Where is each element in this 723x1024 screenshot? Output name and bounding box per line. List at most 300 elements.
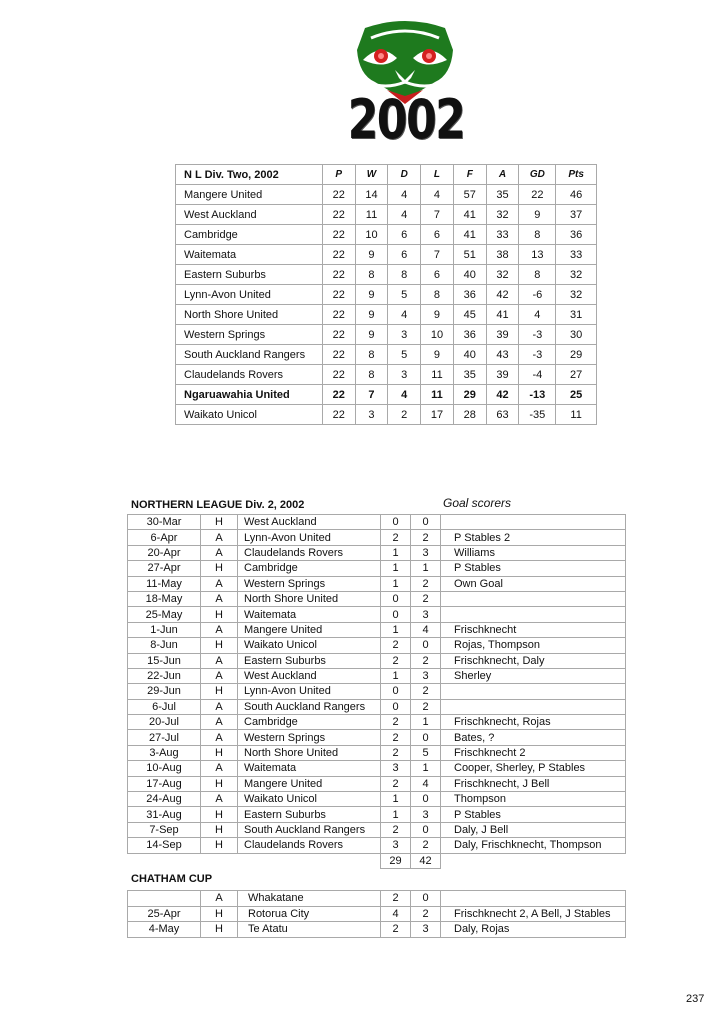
stat-cell: 22 — [322, 345, 355, 365]
stat-cell: 35 — [453, 365, 486, 385]
goals-against: 0 — [411, 515, 441, 530]
match-row — [128, 638, 626, 653]
spacer — [441, 853, 626, 868]
stat-cell: 33 — [556, 245, 597, 265]
opponent: Eastern Suburbs — [238, 807, 381, 822]
opponent: Mangere United — [238, 776, 381, 791]
opponent: Waitemata — [238, 607, 381, 622]
goals-for: 0 — [381, 607, 411, 622]
stat-cell: 36 — [453, 325, 486, 345]
opponent: West Auckland — [238, 668, 381, 683]
stat-cell: 22 — [322, 185, 355, 205]
goal-scorers: Cooper, Sherley, P Stables — [441, 761, 626, 776]
team-name: Lynn-Avon United — [176, 285, 323, 305]
stat-cell: 6 — [421, 225, 454, 245]
stat-cell: 3 — [355, 405, 388, 425]
goals-for: 1 — [381, 807, 411, 822]
goal-scorers: Bates, ? — [441, 730, 626, 745]
goal-scorers: Frischknecht — [441, 622, 626, 637]
home-away: H — [201, 807, 238, 822]
goals-against: 0 — [411, 730, 441, 745]
team-name: West Auckland — [176, 205, 323, 225]
goals-for: 0 — [381, 699, 411, 714]
column-header: W — [355, 165, 388, 185]
opponent: South Auckland Rangers — [238, 699, 381, 714]
standings-row — [176, 285, 597, 305]
stat-cell: 37 — [556, 205, 597, 225]
goals-for: 2 — [381, 715, 411, 730]
cup-results-table — [127, 890, 626, 938]
stat-cell: 4 — [388, 205, 421, 225]
goal-scorers — [441, 591, 626, 606]
match-date: 27-Apr — [128, 561, 201, 576]
goals-against: 2 — [411, 576, 441, 591]
stat-cell: 4 — [388, 385, 421, 405]
page-number: 237 — [686, 993, 705, 1005]
opponent: South Auckland Rangers — [238, 822, 381, 837]
column-header: D — [388, 165, 421, 185]
stat-cell: 22 — [322, 325, 355, 345]
home-away: H — [201, 684, 238, 699]
match-row — [128, 576, 626, 591]
column-header: L — [421, 165, 454, 185]
season-logo — [335, 20, 475, 150]
match-date: 11-May — [128, 576, 201, 591]
standings-row — [176, 225, 597, 245]
home-away: A — [201, 668, 238, 683]
opponent: Rotorua City — [238, 906, 381, 922]
stat-cell: 32 — [486, 205, 519, 225]
standings-row — [176, 325, 597, 345]
total-goals-for: 29 — [381, 853, 411, 868]
goals-against: 3 — [411, 807, 441, 822]
totals-row — [128, 853, 626, 868]
goals-for: 0 — [381, 515, 411, 530]
stat-cell: 30 — [556, 325, 597, 345]
goals-for: 2 — [381, 653, 411, 668]
stat-cell: 9 — [355, 325, 388, 345]
stat-cell: -3 — [519, 325, 556, 345]
stat-cell: 22 — [322, 245, 355, 265]
match-row — [128, 561, 626, 576]
match-row — [128, 653, 626, 668]
stat-cell: 7 — [421, 205, 454, 225]
home-away: A — [201, 715, 238, 730]
stat-cell: 4 — [388, 185, 421, 205]
match-row — [128, 838, 626, 853]
match-date: 30-Mar — [128, 515, 201, 530]
match-date: 8-Jun — [128, 638, 201, 653]
goals-against: 1 — [411, 561, 441, 576]
match-date: 1-Jun — [128, 622, 201, 637]
home-away: H — [201, 745, 238, 760]
stat-cell: 3 — [388, 365, 421, 385]
stat-cell: 35 — [486, 185, 519, 205]
stat-cell: 9 — [355, 285, 388, 305]
match-row — [128, 822, 626, 837]
goals-for: 1 — [381, 545, 411, 560]
table-header-row — [176, 165, 597, 185]
match-date: 4-May — [128, 922, 201, 938]
stat-cell: 32 — [486, 265, 519, 285]
stat-cell: 28 — [453, 405, 486, 425]
logo-year: 2002 — [347, 88, 465, 151]
stat-cell: 41 — [453, 205, 486, 225]
goals-against: 0 — [411, 792, 441, 807]
goals-against: 2 — [411, 699, 441, 714]
stat-cell: 40 — [453, 345, 486, 365]
stat-cell: 7 — [355, 385, 388, 405]
home-away: H — [201, 607, 238, 622]
home-away: A — [201, 699, 238, 714]
stat-cell: 46 — [556, 185, 597, 205]
stat-cell: 22 — [322, 225, 355, 245]
stat-cell: 39 — [486, 325, 519, 345]
goal-scorers — [441, 515, 626, 530]
match-row — [128, 699, 626, 714]
goals-against: 1 — [411, 715, 441, 730]
opponent: Waitemata — [238, 761, 381, 776]
goals-for: 0 — [381, 591, 411, 606]
standings-row — [176, 245, 597, 265]
stat-cell: 8 — [355, 345, 388, 365]
stat-cell: 40 — [453, 265, 486, 285]
match-row — [128, 730, 626, 745]
goals-against: 0 — [411, 638, 441, 653]
stat-cell: -35 — [519, 405, 556, 425]
stat-cell: 27 — [556, 365, 597, 385]
stat-cell: 22 — [519, 185, 556, 205]
cup-title: CHATHAM CUP — [131, 873, 213, 885]
stat-cell: 32 — [556, 285, 597, 305]
stat-cell: 4 — [388, 305, 421, 325]
stat-cell: 11 — [556, 405, 597, 425]
results-title: NORTHERN LEAGUE Div. 2, 2002 — [131, 499, 305, 511]
goal-scorers — [441, 891, 626, 907]
match-row — [128, 922, 626, 938]
match-date: 7-Sep — [128, 822, 201, 837]
stat-cell: 32 — [556, 265, 597, 285]
goals-for: 2 — [381, 730, 411, 745]
home-away: A — [201, 730, 238, 745]
goals-for: 2 — [381, 745, 411, 760]
stat-cell: -13 — [519, 385, 556, 405]
match-row — [128, 545, 626, 560]
team-name: Cambridge — [176, 225, 323, 245]
goal-scorers: Frischknecht 2 — [441, 745, 626, 760]
opponent: Whakatane — [238, 891, 381, 907]
stat-cell: 22 — [322, 205, 355, 225]
goal-scorers: Sherley — [441, 668, 626, 683]
goals-for: 2 — [381, 922, 411, 938]
goals-for: 1 — [381, 622, 411, 637]
team-name: Waikato Unicol — [176, 405, 323, 425]
match-row — [128, 776, 626, 791]
stat-cell: 29 — [556, 345, 597, 365]
stat-cell: 11 — [421, 385, 454, 405]
stat-cell: -4 — [519, 365, 556, 385]
stat-cell: 11 — [355, 205, 388, 225]
stat-cell: 17 — [421, 405, 454, 425]
stat-cell: 10 — [355, 225, 388, 245]
stat-cell: 36 — [556, 225, 597, 245]
stat-cell: 45 — [453, 305, 486, 325]
opponent: Waikato Unicol — [238, 638, 381, 653]
team-name: North Shore United — [176, 305, 323, 325]
goals-against: 2 — [411, 838, 441, 853]
home-away: A — [201, 622, 238, 637]
opponent: Cambridge — [238, 561, 381, 576]
goals-against: 3 — [411, 607, 441, 622]
match-row — [128, 792, 626, 807]
home-away: A — [201, 792, 238, 807]
home-away: H — [201, 906, 238, 922]
stat-cell: 2 — [388, 405, 421, 425]
match-row — [128, 530, 626, 545]
goals-for: 1 — [381, 561, 411, 576]
team-name: Ngaruawahia United — [176, 385, 323, 405]
stat-cell: 8 — [388, 265, 421, 285]
spacer — [238, 853, 381, 868]
goals-against: 3 — [411, 668, 441, 683]
opponent: West Auckland — [238, 515, 381, 530]
opponent: Western Springs — [238, 730, 381, 745]
column-header: A — [486, 165, 519, 185]
match-row — [128, 607, 626, 622]
standings-row — [176, 205, 597, 225]
match-date: 25-Apr — [128, 906, 201, 922]
home-away: A — [201, 653, 238, 668]
stat-cell: 51 — [453, 245, 486, 265]
goals-against: 2 — [411, 906, 441, 922]
goal-scorers: P Stables — [441, 561, 626, 576]
column-header: GD — [519, 165, 556, 185]
match-row — [128, 891, 626, 907]
stat-cell: 9 — [355, 305, 388, 325]
stat-cell: 8 — [355, 265, 388, 285]
home-away: A — [201, 530, 238, 545]
stat-cell: 5 — [388, 345, 421, 365]
goals-for: 0 — [381, 684, 411, 699]
goal-scorers-heading: Goal scorers — [443, 496, 512, 510]
goals-against: 3 — [411, 545, 441, 560]
match-row — [128, 684, 626, 699]
stat-cell: 25 — [556, 385, 597, 405]
goals-against: 0 — [411, 822, 441, 837]
match-date: 6-Apr — [128, 530, 201, 545]
goals-for: 2 — [381, 638, 411, 653]
stat-cell: 38 — [486, 245, 519, 265]
match-date: 14-Sep — [128, 838, 201, 853]
home-away: H — [201, 822, 238, 837]
stat-cell: 22 — [322, 365, 355, 385]
stat-cell: 9 — [519, 205, 556, 225]
match-row — [128, 591, 626, 606]
match-date: 25-May — [128, 607, 201, 622]
goals-against: 1 — [411, 761, 441, 776]
match-date: 6-Jul — [128, 699, 201, 714]
goals-against: 3 — [411, 922, 441, 938]
column-header: F — [453, 165, 486, 185]
match-date — [128, 891, 201, 907]
opponent: Waikato Unicol — [238, 792, 381, 807]
stat-cell: 13 — [519, 245, 556, 265]
stat-cell: -6 — [519, 285, 556, 305]
match-date: 15-Jun — [128, 653, 201, 668]
stat-cell: 6 — [388, 225, 421, 245]
goals-for: 3 — [381, 838, 411, 853]
stat-cell: 33 — [486, 225, 519, 245]
stat-cell: 22 — [322, 285, 355, 305]
stat-cell: 41 — [453, 225, 486, 245]
stat-cell: 6 — [388, 245, 421, 265]
stat-cell: 4 — [519, 305, 556, 325]
match-row — [128, 761, 626, 776]
goals-against: 2 — [411, 653, 441, 668]
stat-cell: 8 — [355, 365, 388, 385]
stat-cell: 11 — [421, 365, 454, 385]
home-away: A — [201, 591, 238, 606]
home-away: H — [201, 561, 238, 576]
opponent: North Shore United — [238, 591, 381, 606]
goals-against: 5 — [411, 745, 441, 760]
goal-scorers: P Stables 2 — [441, 530, 626, 545]
stat-cell: -3 — [519, 345, 556, 365]
goal-scorers: Williams — [441, 545, 626, 560]
goals-against: 2 — [411, 591, 441, 606]
goals-for: 2 — [381, 822, 411, 837]
standings-row — [176, 265, 597, 285]
team-name: Eastern Suburbs — [176, 265, 323, 285]
home-away: A — [201, 761, 238, 776]
total-goals-against: 42 — [411, 853, 441, 868]
match-date: 20-Apr — [128, 545, 201, 560]
goals-for: 3 — [381, 761, 411, 776]
spacer — [201, 853, 238, 868]
home-away: A — [201, 545, 238, 560]
home-away: H — [201, 838, 238, 853]
match-row — [128, 715, 626, 730]
goals-for: 1 — [381, 792, 411, 807]
goals-against: 0 — [411, 891, 441, 907]
column-header: P — [322, 165, 355, 185]
opponent: Claudelands Rovers — [238, 545, 381, 560]
team-name: Mangere United — [176, 185, 323, 205]
goal-scorers: P Stables — [441, 807, 626, 822]
goal-scorers: Daly, Rojas — [441, 922, 626, 938]
goals-against: 4 — [411, 622, 441, 637]
home-away: H — [201, 922, 238, 938]
goal-scorers — [441, 607, 626, 622]
goals-for: 4 — [381, 906, 411, 922]
match-date: 29-Jun — [128, 684, 201, 699]
stat-cell: 57 — [453, 185, 486, 205]
stat-cell: 36 — [453, 285, 486, 305]
goal-scorers: Daly, Frischknecht, Thompson — [441, 838, 626, 853]
standings-row — [176, 405, 597, 425]
home-away: A — [201, 891, 238, 907]
match-date: 3-Aug — [128, 745, 201, 760]
stat-cell: 39 — [486, 365, 519, 385]
match-row — [128, 622, 626, 637]
stat-cell: 5 — [388, 285, 421, 305]
table-title: N L Div. Two, 2002 — [176, 165, 323, 185]
standings-row — [176, 365, 597, 385]
team-name: Waitemata — [176, 245, 323, 265]
stat-cell: 6 — [421, 265, 454, 285]
home-away: A — [201, 576, 238, 591]
stat-cell: 8 — [519, 265, 556, 285]
stat-cell: 22 — [322, 265, 355, 285]
goal-scorers: Rojas, Thompson — [441, 638, 626, 653]
goals-against: 2 — [411, 530, 441, 545]
home-away: H — [201, 776, 238, 791]
stat-cell: 9 — [421, 305, 454, 325]
team-name: Claudelands Rovers — [176, 365, 323, 385]
stat-cell: 22 — [322, 405, 355, 425]
results-table — [127, 514, 626, 869]
home-away: H — [201, 515, 238, 530]
stat-cell: 14 — [355, 185, 388, 205]
stat-cell: 9 — [421, 345, 454, 365]
spacer — [128, 853, 201, 868]
standings-row — [176, 385, 597, 405]
stat-cell: 4 — [421, 185, 454, 205]
match-row — [128, 807, 626, 822]
stat-cell: 43 — [486, 345, 519, 365]
goals-for: 1 — [381, 576, 411, 591]
opponent: Mangere United — [238, 622, 381, 637]
goal-scorers: Frischknecht, Rojas — [441, 715, 626, 730]
match-row — [128, 668, 626, 683]
match-date: 24-Aug — [128, 792, 201, 807]
stat-cell: 7 — [421, 245, 454, 265]
stat-cell: 22 — [322, 385, 355, 405]
stat-cell: 9 — [355, 245, 388, 265]
match-row — [128, 745, 626, 760]
opponent: Western Springs — [238, 576, 381, 591]
league-standings-table — [175, 164, 597, 425]
opponent: Eastern Suburbs — [238, 653, 381, 668]
stat-cell: 31 — [556, 305, 597, 325]
stat-cell: 8 — [519, 225, 556, 245]
match-row — [128, 906, 626, 922]
team-name: Western Springs — [176, 325, 323, 345]
goal-scorers: Frischknecht 2, A Bell, J Stables — [441, 906, 626, 922]
home-away: H — [201, 638, 238, 653]
goals-against: 4 — [411, 776, 441, 791]
team-name: South Auckland Rangers — [176, 345, 323, 365]
match-row — [128, 515, 626, 530]
goal-scorers: Daly, J Bell — [441, 822, 626, 837]
goal-scorers: Own Goal — [441, 576, 626, 591]
match-date: 31-Aug — [128, 807, 201, 822]
match-date: 20-Jul — [128, 715, 201, 730]
opponent: Lynn-Avon United — [238, 530, 381, 545]
stat-cell: 8 — [421, 285, 454, 305]
stat-cell: 63 — [486, 405, 519, 425]
goal-scorers: Thompson — [441, 792, 626, 807]
standings-row — [176, 185, 597, 205]
stat-cell: 42 — [486, 385, 519, 405]
goals-for: 2 — [381, 776, 411, 791]
opponent: Claudelands Rovers — [238, 838, 381, 853]
match-date: 22-Jun — [128, 668, 201, 683]
match-date: 27-Jul — [128, 730, 201, 745]
standings-row — [176, 345, 597, 365]
opponent: Cambridge — [238, 715, 381, 730]
opponent: North Shore United — [238, 745, 381, 760]
